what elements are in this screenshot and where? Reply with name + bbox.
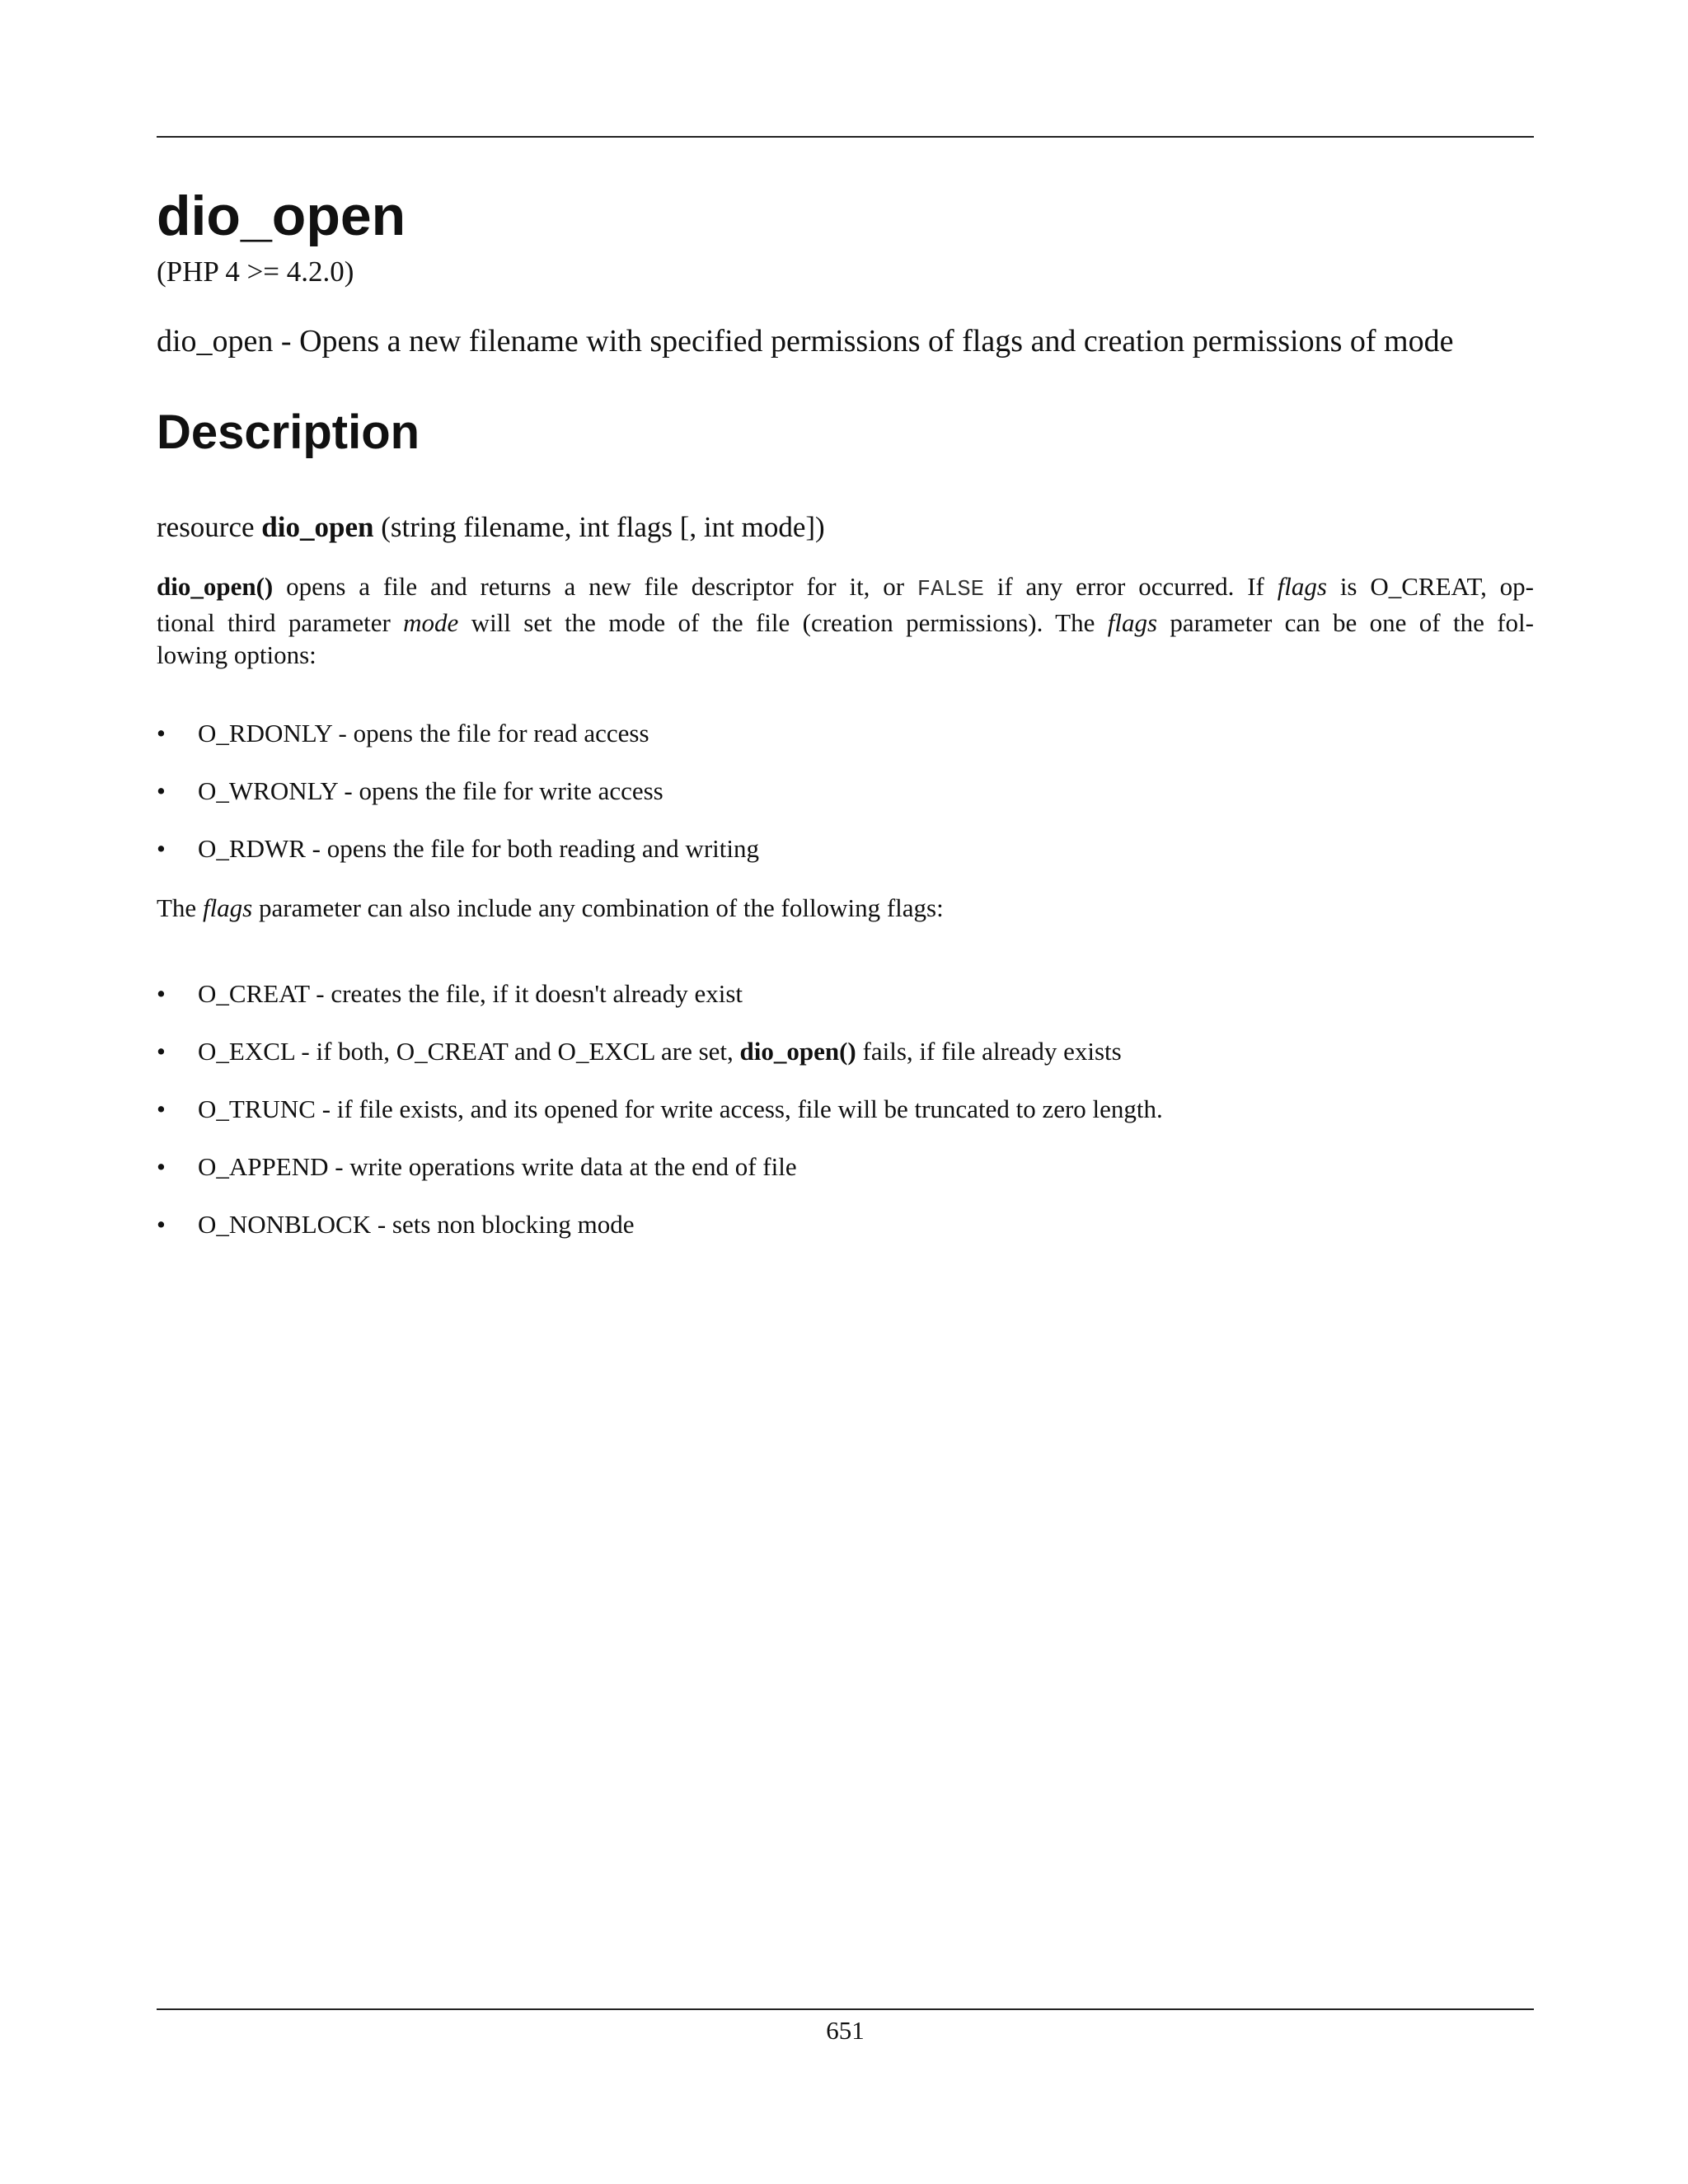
bullet-icon: • [157, 719, 166, 748]
description-paragraph [157, 570, 1534, 671]
function-reference: dio_open() [739, 1037, 856, 1066]
paragraph-line [157, 570, 1534, 607]
paragraph-line [157, 639, 1534, 671]
synopsis-function-name: dio_open [261, 511, 374, 543]
bullet-icon: • [157, 1210, 166, 1239]
flags-parameter: flags [1107, 608, 1158, 637]
bullet-icon: • [157, 1094, 166, 1123]
paragraph-text: tional third parameter [157, 608, 404, 637]
bullet-icon: • [157, 979, 166, 1008]
bullet-icon: • [157, 834, 166, 863]
paragraph-text: parameter can be one of the fol- [1157, 608, 1534, 637]
list-item-text: O_APPEND - write operations write data at the end of file [198, 1152, 797, 1181]
synopsis-params: (string filename, int flags [, int mode]) [373, 511, 825, 543]
list-item-text-part: O_EXCL - if both, O_CREAT and O_EXCL are set, [198, 1037, 740, 1066]
page-number: 651 [826, 2016, 865, 2045]
function-purpose: dio_open - Opens a new filename with specified permissions of flags and creation permissions of mode [157, 324, 1454, 359]
version-info: (PHP 4 >= 4.2.0) [157, 255, 354, 288]
header-rule [157, 136, 1534, 138]
flags-parameter: flags [202, 893, 253, 922]
paragraph-text: lowing options: [157, 640, 316, 669]
synopsis-return-type: resource [157, 511, 262, 543]
paragraph-text: is O_CREAT, op- [1326, 572, 1534, 601]
false-constant: FALSE [917, 578, 984, 602]
list-item-text: O_TRUNC - if file exists, and its opened for write access, file will be truncated to zero length. [198, 1094, 1163, 1123]
bullet-icon: • [157, 776, 166, 805]
list-item-text: O_WRONLY - opens the file for write access [198, 776, 663, 805]
footer-rule [157, 2008, 1534, 2010]
mode-parameter: mode [403, 608, 459, 637]
paragraph-text: will set the mode of the file (creation permissions). The [458, 608, 1108, 637]
paragraph-text: opens a file and returns a new file descriptor for it, or [273, 572, 917, 601]
list-item-text [198, 1038, 1122, 1064]
list-item-text: O_RDONLY - opens the file for read access [198, 719, 649, 748]
list-item-text: O_NONBLOCK - sets non blocking mode [198, 1210, 635, 1239]
description-heading: Description [157, 405, 420, 459]
paragraph-text: if any error occurred. If [983, 572, 1278, 601]
bullet-icon: • [157, 1037, 166, 1066]
function-reference: dio_open() [157, 572, 274, 601]
document-page [157, 0, 1534, 2184]
paragraph-text: parameter can also include any combination of the following flags: [252, 893, 944, 922]
paragraph-line [157, 607, 1534, 639]
flags-intro-paragraph [157, 895, 944, 921]
list-item-text-part: fails, if file already exists [856, 1037, 1122, 1066]
paragraph-text: The [157, 893, 203, 922]
flags-parameter: flags [1277, 572, 1327, 601]
function-synopsis [157, 513, 825, 541]
list-item-text: O_CREAT - creates the file, if it doesn't already exist [198, 979, 743, 1008]
page-title: dio_open [157, 185, 406, 247]
bullet-icon: • [157, 1152, 166, 1181]
list-item-text: O_RDWR - opens the file for both reading and writing [198, 834, 759, 863]
